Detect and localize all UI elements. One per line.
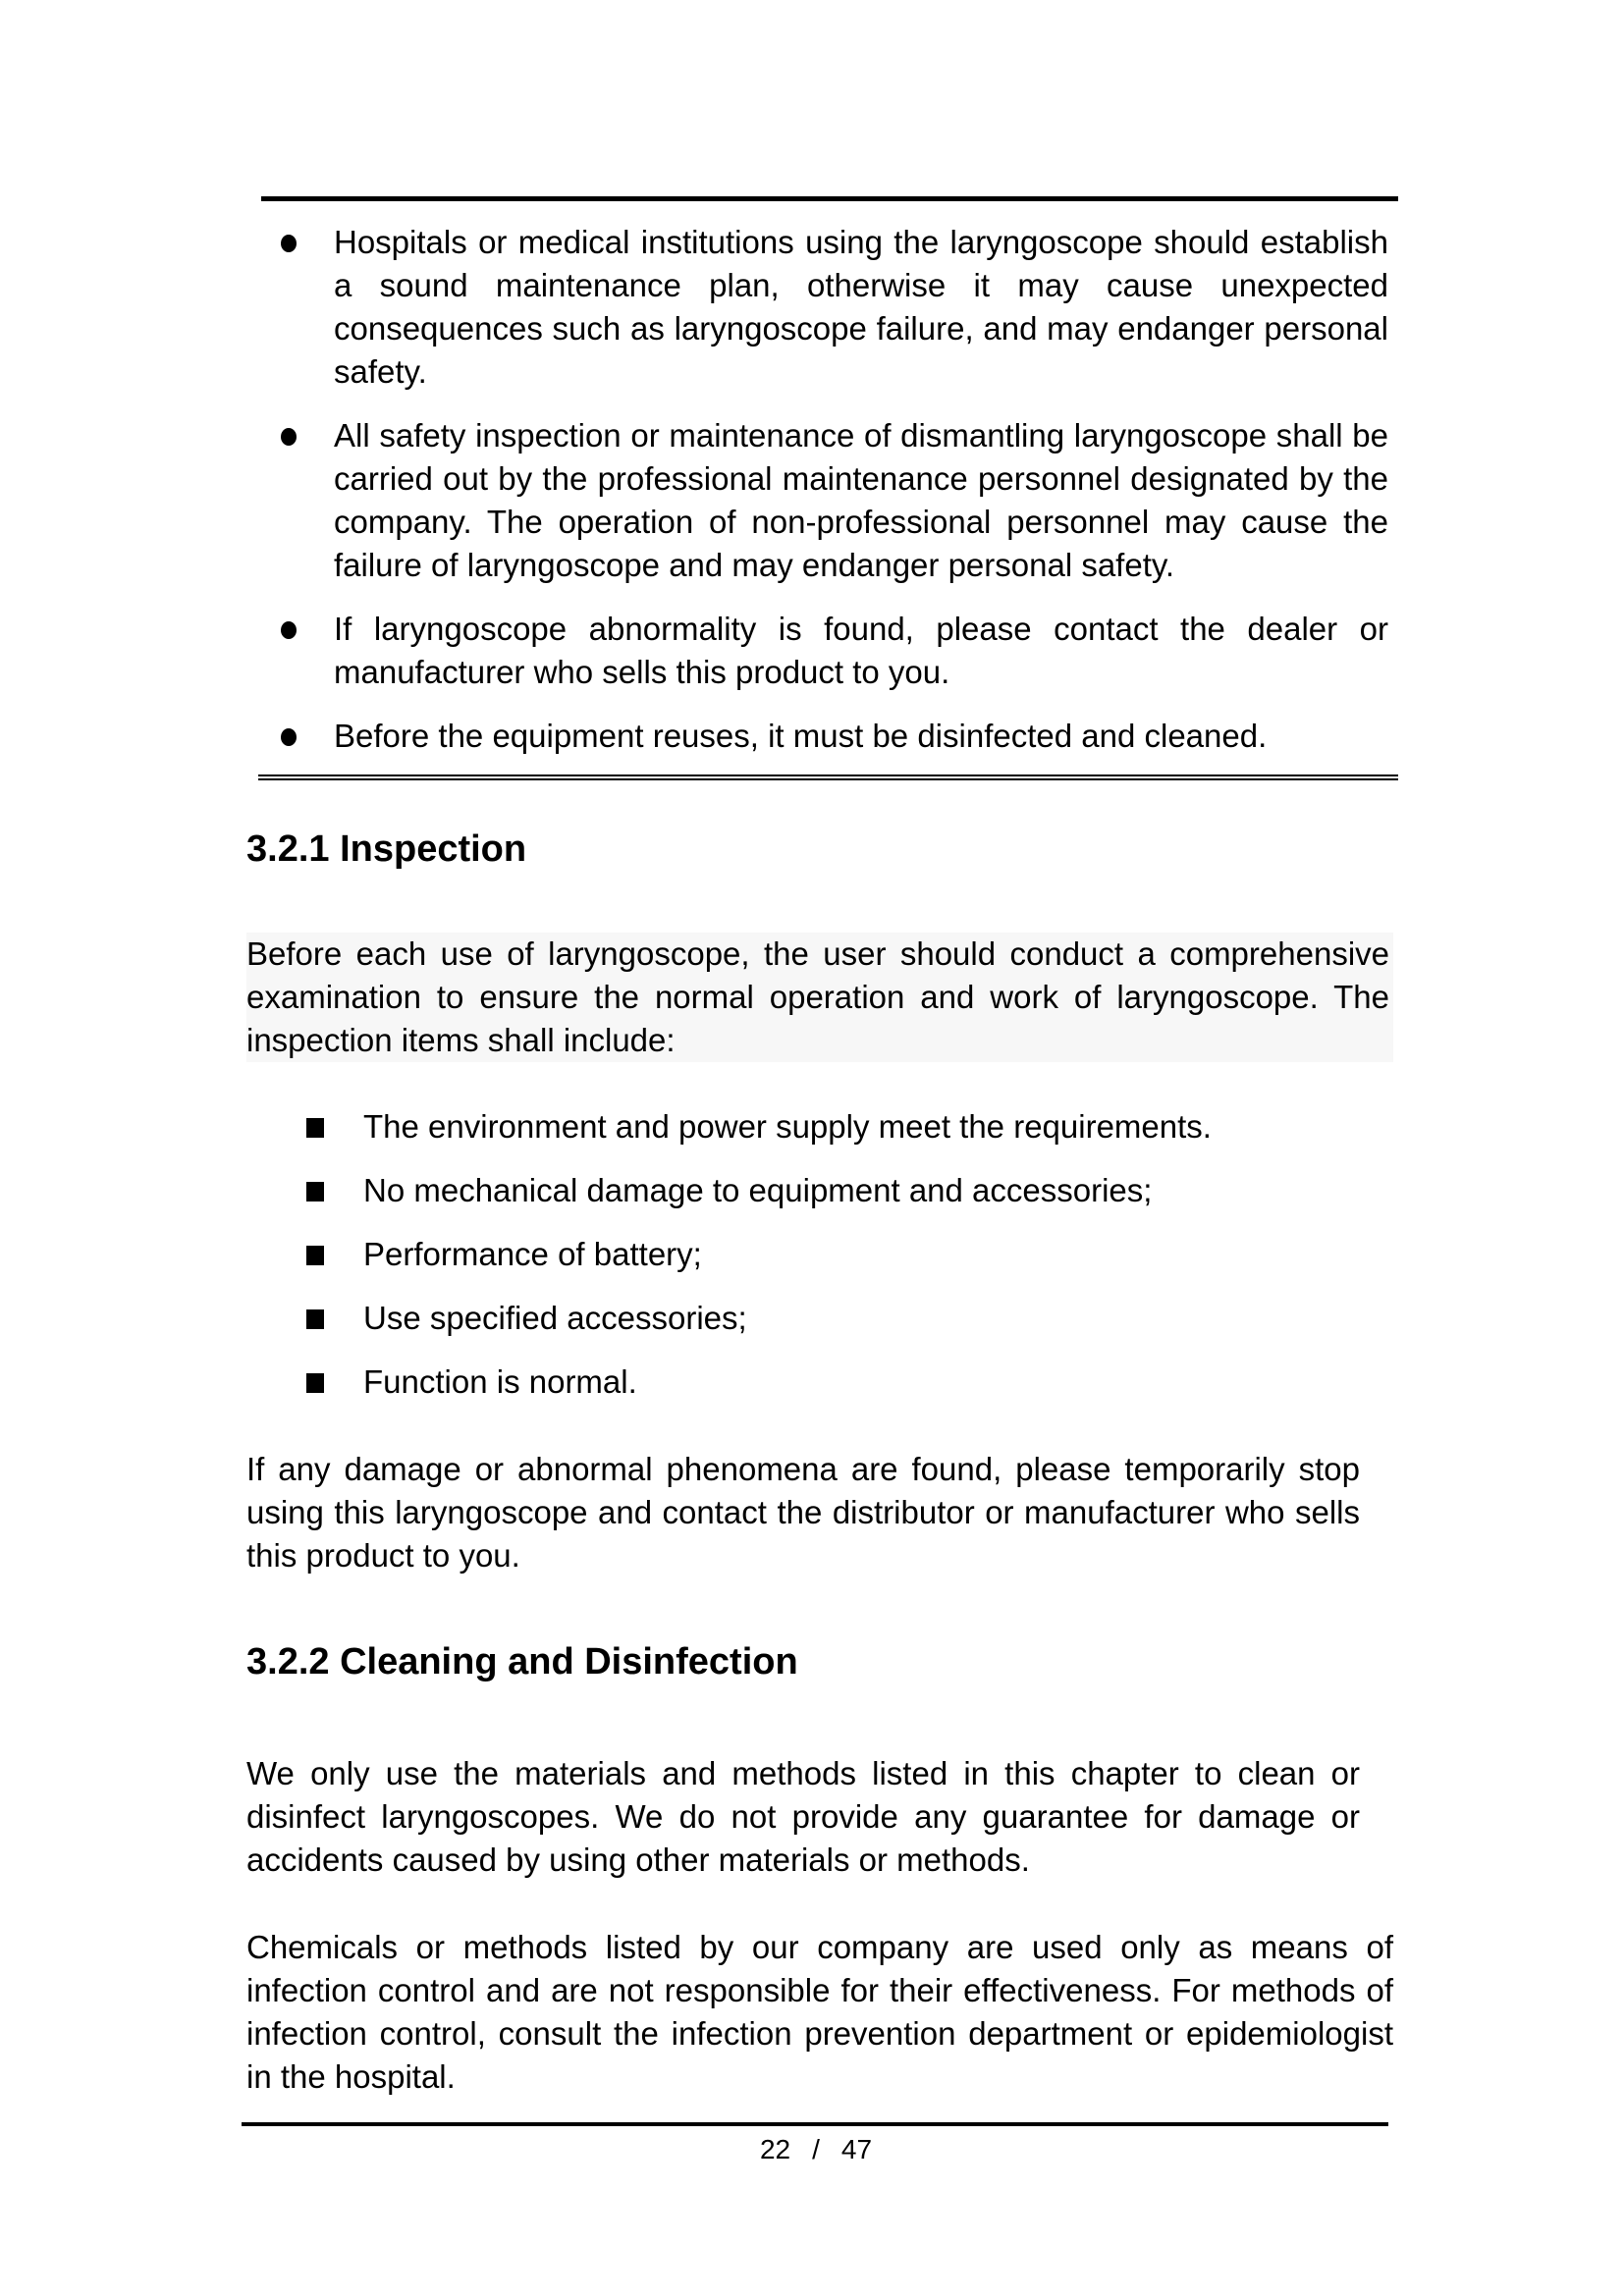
- total-pages: 47: [840, 2134, 873, 2164]
- inspection-item-text: Performance of battery;: [363, 1236, 702, 1272]
- page-separator: /: [812, 2134, 820, 2164]
- bullet-square-icon: [306, 1246, 324, 1265]
- inspection-list-item: [285, 1105, 1212, 1148]
- warning-bullet-list: [261, 221, 1388, 778]
- bullet-square-icon: [306, 1118, 324, 1138]
- inspection-items-list: [285, 1105, 1212, 1424]
- footer-rule: [242, 2122, 1388, 2126]
- bullet-square-icon: [306, 1309, 324, 1329]
- bullet-dot-icon: [281, 235, 297, 252]
- inspection-list-item: [285, 1233, 1212, 1276]
- inspection-item-text: No mechanical damage to equipment and accessories;: [363, 1172, 1153, 1208]
- inspection-list-item: [285, 1297, 1212, 1340]
- warning-box-bottom-double-rule: [258, 774, 1398, 780]
- warning-list-item: [261, 221, 1388, 394]
- warning-item-text: Before the equipment reuses, it must be disinfected and cleaned.: [334, 718, 1268, 754]
- cleaning-chemicals-paragraph: Chemicals or methods listed by our company are used only as means of infection control and are not responsible for their effectiveness. For methods of infection control, consult the infection prevention department or epidemiologist in the hospital.: [246, 1929, 1393, 2095]
- damage-note-paragraph: If any damage or abnormal phenomena are found, please temporarily stop using this laryngoscope and contact the distributor or manufacturer who sells this product to you.: [246, 1451, 1360, 1574]
- warning-list-item: [261, 715, 1388, 758]
- bullet-dot-icon: [281, 621, 297, 639]
- warning-list-item: [261, 414, 1388, 587]
- bullet-dot-icon: [281, 728, 297, 746]
- warning-list-item: [261, 608, 1388, 694]
- warning-box-top-rule: [261, 196, 1398, 201]
- inspection-item-text: Function is normal.: [363, 1363, 637, 1400]
- inspection-list-item: [285, 1169, 1212, 1212]
- inspection-intro-paragraph: Before each use of laryngoscope, the user should conduct a comprehensive examination to ensure the normal operation and work of laryngoscope. The inspection items shall include:: [246, 933, 1393, 1062]
- bullet-square-icon: [306, 1182, 324, 1201]
- inspection-item-text: The environment and power supply meet the requirements.: [363, 1108, 1212, 1145]
- section-heading-cleaning: 3.2.2 Cleaning and Disinfection: [246, 1641, 798, 1682]
- cleaning-materials-paragraph: We only use the materials and methods listed in this chapter to clean or disinfect laryngoscopes. We do not provide any guarantee for damage or accidents caused by using other materials or methods.: [246, 1755, 1360, 1878]
- warning-item-text: If laryngoscope abnormality is found, please contact the dealer or manufacturer who sells this product to you.: [334, 611, 1388, 690]
- warning-item-text: Hospitals or medical institutions using the laryngoscope should establish a sound maintenance plan, otherwise it may cause unexpected consequences such as laryngoscope failure, and may endanger personal safety.: [334, 224, 1388, 390]
- warning-item-text: All safety inspection or maintenance of dismantling laryngoscope shall be carried out by the professional maintenance personnel designated by the company. The operation of non-professional personnel may cause the failure of laryngoscope and may endanger personal safety.: [334, 417, 1388, 583]
- section-heading-inspection: 3.2.1 Inspection: [246, 828, 527, 870]
- bullet-dot-icon: [281, 428, 297, 446]
- current-page-number: 22: [759, 2134, 791, 2164]
- inspection-list-item: [285, 1361, 1212, 1404]
- inspection-item-text: Use specified accessories;: [363, 1300, 747, 1336]
- bullet-square-icon: [306, 1373, 324, 1393]
- page-number: [0, 2133, 1624, 2166]
